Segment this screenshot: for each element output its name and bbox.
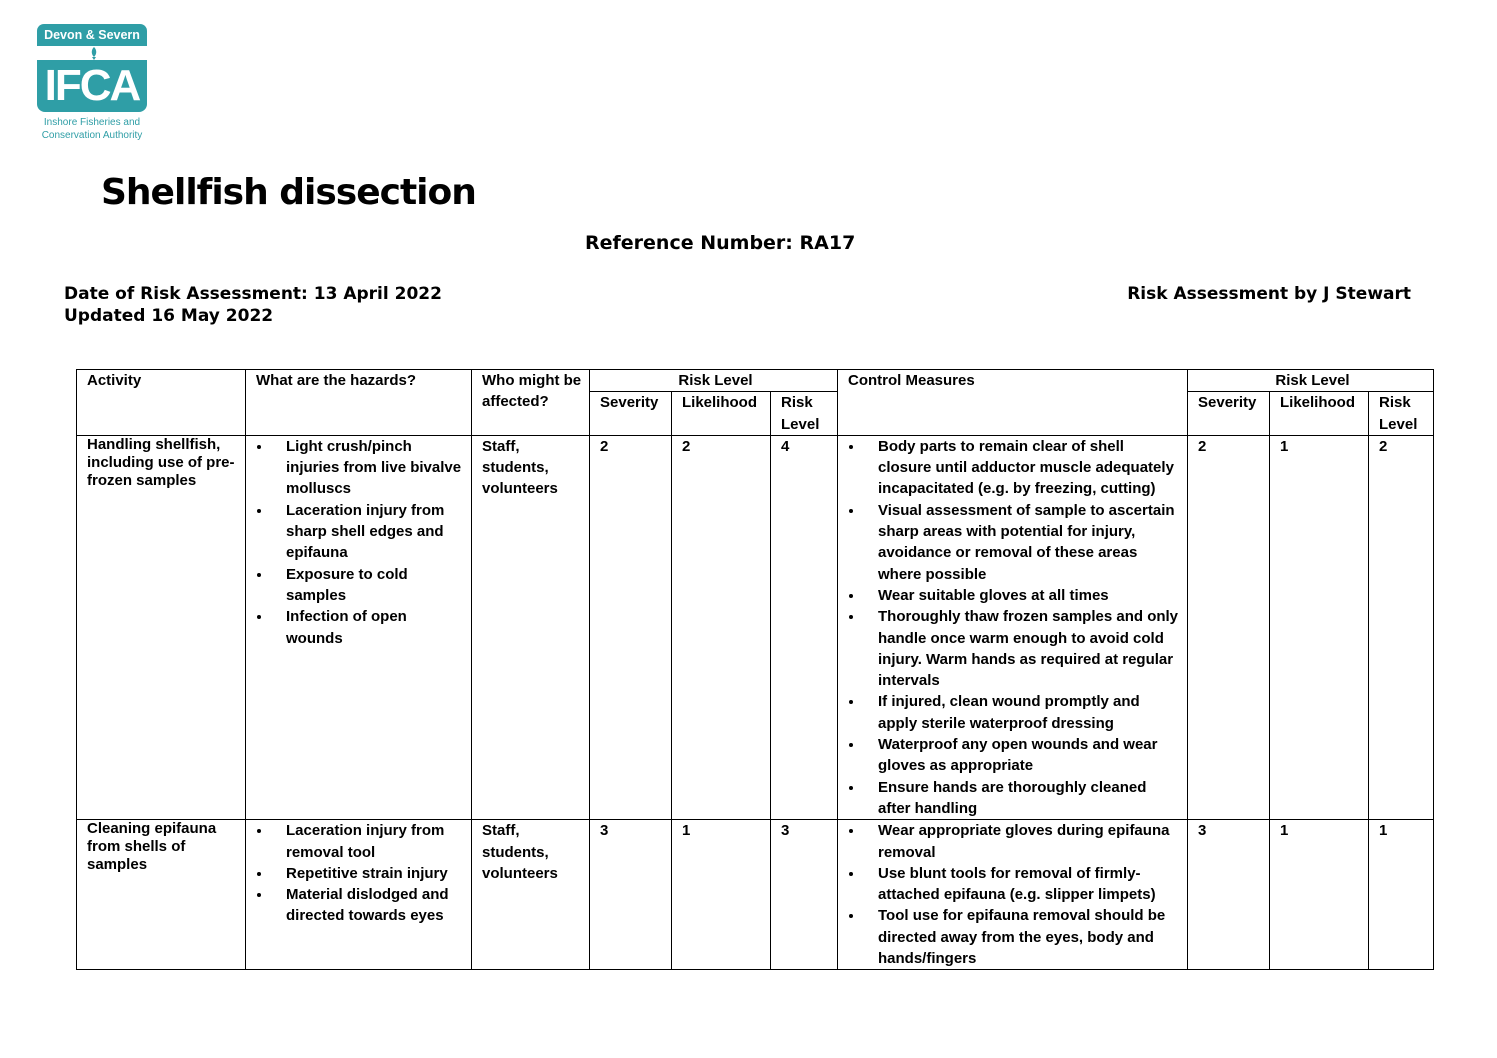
assessor: Risk Assessment by J Stewart <box>1127 284 1411 304</box>
reference-number: Reference Number: RA17 <box>585 232 856 254</box>
likelihood-cell: 1 <box>672 820 771 970</box>
activity-cell: Handling shellfish, including use of pre-frozen samples <box>77 435 246 819</box>
header-risk: Risk Level <box>771 392 838 436</box>
header-residual-risk: Risk Level <box>1369 392 1434 436</box>
header-residual-risk-level: Risk Level <box>1188 370 1434 392</box>
assessment-dates <box>64 283 442 327</box>
list-item: Repetitive strain injury <box>286 863 465 884</box>
controls-cell <box>838 820 1188 970</box>
list-item: If injured, clean wound promptly and apply sterile waterproof dressing <box>878 691 1181 734</box>
updated-date: Updated 16 May 2022 <box>64 306 274 326</box>
list-item: Wear appropriate gloves during epifauna removal <box>878 820 1181 863</box>
header-risk-level: Risk Level <box>590 370 838 392</box>
header-activity: Activity <box>77 370 246 436</box>
list-item: Waterproof any open wounds and wear gloves as appropriate <box>878 734 1181 777</box>
list-item: Body parts to remain clear of shell closure until adductor muscle adequately incapacitated (e.g. by freezing, cutting) <box>878 436 1181 500</box>
header-likelihood: Likelihood <box>672 392 771 436</box>
page-title: Shellfish dissection <box>101 172 476 213</box>
list-item: Wear suitable gloves at all times <box>878 585 1181 606</box>
who-cell: Staff, students, volunteers <box>472 820 590 970</box>
header-control-measures: Control Measures <box>838 370 1188 436</box>
controls-cell <box>838 435 1188 819</box>
residual-likelihood-cell: 1 <box>1270 435 1369 819</box>
list-item: Laceration injury from removal tool <box>286 820 465 863</box>
who-cell: Staff, students, volunteers <box>472 435 590 819</box>
header-who: Who might be affected? <box>472 370 590 436</box>
residual-likelihood-cell: 1 <box>1270 820 1369 970</box>
hazards-cell <box>246 820 472 970</box>
hazards-cell <box>246 435 472 819</box>
header-hazards: What are the hazards? <box>246 370 472 436</box>
date-of-assessment: Date of Risk Assessment: 13 April 2022 <box>64 284 442 304</box>
activity-cell: Cleaning epifauna from shells of samples <box>77 820 246 970</box>
list-item: Exposure to cold samples <box>286 564 465 607</box>
header-residual-severity: Severity <box>1188 392 1270 436</box>
header-residual-likelihood: Likelihood <box>1270 392 1369 436</box>
table-row <box>77 820 1434 970</box>
residual-risk-cell: 2 <box>1369 435 1434 819</box>
likelihood-cell: 2 <box>672 435 771 819</box>
list-item: Thoroughly thaw frozen samples and only handle once warm enough to avoid cold injury. Warm hands as required at regular intervals <box>878 606 1181 691</box>
list-item: Laceration injury from sharp shell edges and epifauna <box>286 500 465 564</box>
list-item: Use blunt tools for removal of firmly-attached epifauna (e.g. slipper limpets) <box>878 863 1181 906</box>
ifca-logo <box>34 24 150 144</box>
list-item: Visual assessment of sample to ascertain sharp areas with potential for injury, avoidance or removal of these areas where possible <box>878 500 1181 585</box>
risk-cell: 4 <box>771 435 838 819</box>
risk-assessment-table <box>76 369 1434 970</box>
severity-cell: 2 <box>590 435 672 819</box>
logo-subtitle: Inshore Fisheries and Conservation Authority <box>41 117 143 141</box>
list-item: Light crush/pinch injuries from live bivalve molluscs <box>286 436 465 500</box>
header-row-1 <box>77 370 1434 392</box>
list-item: Ensure hands are thoroughly cleaned after handling <box>878 777 1181 820</box>
table-row <box>77 435 1434 819</box>
risk-cell: 3 <box>771 820 838 970</box>
fish-icon <box>88 46 100 60</box>
list-item: Infection of open wounds <box>286 606 465 649</box>
logo-banner: Devon & Severn <box>37 24 147 46</box>
header-severity: Severity <box>590 392 672 436</box>
severity-cell: 3 <box>590 820 672 970</box>
list-item: Material dislodged and directed towards eyes <box>286 884 465 927</box>
logo-letters: IFCA <box>37 60 147 112</box>
residual-severity-cell: 2 <box>1188 435 1270 819</box>
residual-risk-cell: 1 <box>1369 820 1434 970</box>
residual-severity-cell: 3 <box>1188 820 1270 970</box>
list-item: Tool use for epifauna removal should be directed away from the eyes, body and hands/fingers <box>878 905 1181 969</box>
